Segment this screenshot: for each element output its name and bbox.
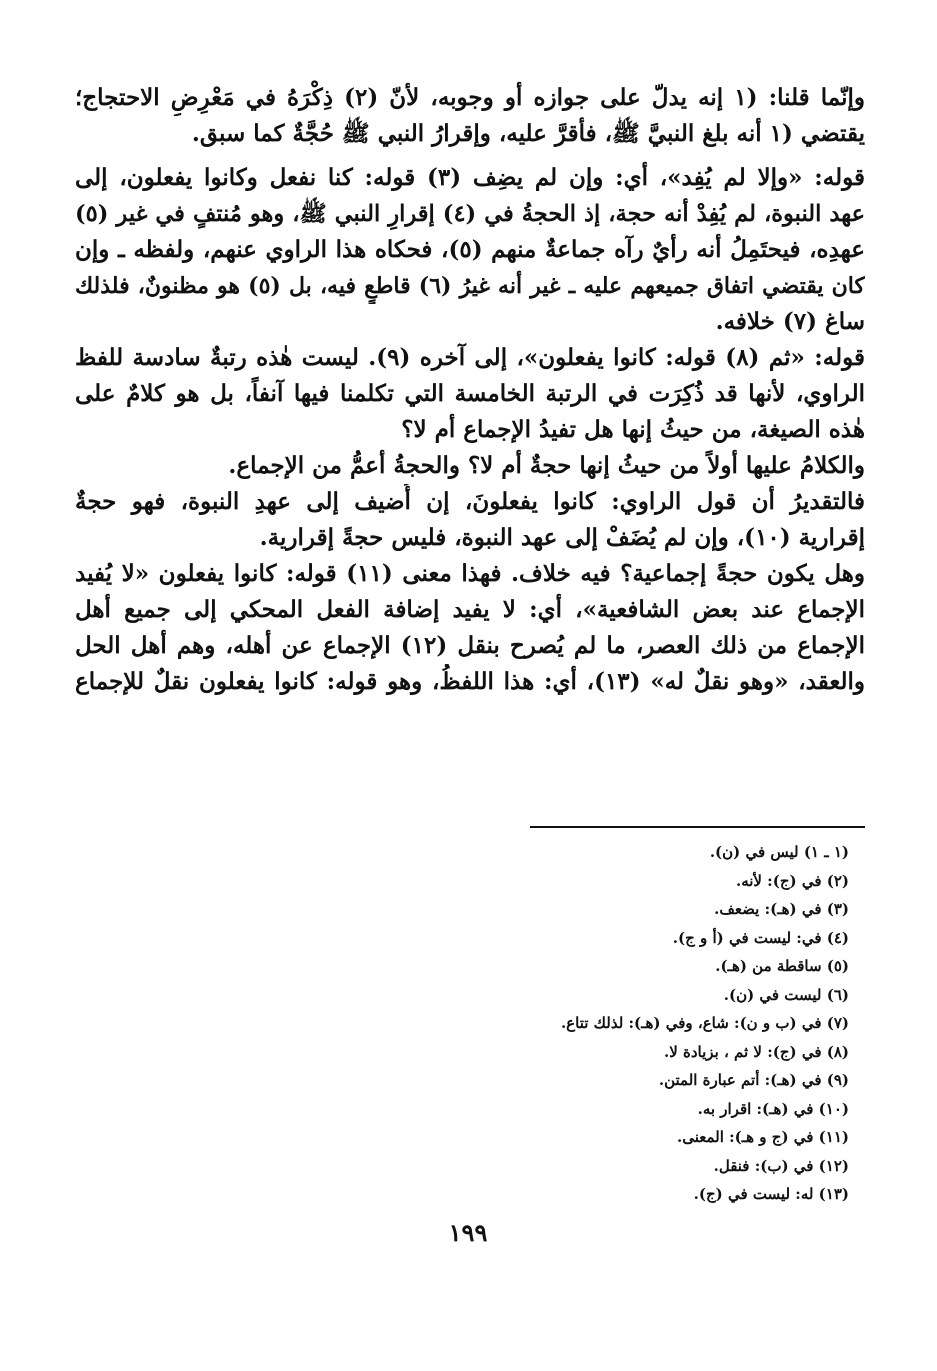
text-line: والكلامُ عليها أولاً من حيثُ إنها حجةٌ أم لا؟ والحجةُ أعمُّ من الإجماع. xyxy=(228,452,865,479)
footnote: (١٠) في (هـ): اقرار به. xyxy=(697,1099,849,1118)
footnote: (٥) ساقطة من (هـ). xyxy=(715,957,849,975)
text-line: إقرارية (١٠)، وإن لم يُضَفْ إلى عهد النبوة، فليس حجةً إقرارية. xyxy=(259,524,865,551)
text-line: عهدِه، فيحتَمِلُ أنه رأيٌ رآه جماعةٌ منهم (٥)، فحكاه هذا الراوي عنهم، ولفظه ـ وإن xyxy=(75,236,865,263)
text-line: والعقد، «وهو نقلٌ له» (١٣)، أي: هذا اللفظُ، وهو قوله: كانوا يفعلون نقلٌ للإجماع xyxy=(75,668,865,695)
footnote: (٣) في (هـ): يضعف. xyxy=(714,900,849,918)
text-line: هٰذه الصيغة، من حيثُ إنها هل تفيدُ الإجماع أم لا؟ xyxy=(401,416,865,443)
text-line: الراوي، لأنها قد ذُكِرَت في الرتبة الخامسة التي تكلمنا فيها آنفاً، بل هو كلامٌ على xyxy=(75,380,865,407)
text-line: عهد النبوة، لم يُفِدْ أنه حجة، إذ الحجةُ في (٤) إقرارِ النبي ﷺ، وهو مُنتفٍ في غير (٥) xyxy=(75,201,865,227)
text-line: الإجماع عند بعض الشافعية»، أي: لا يفيد إضافة الفعل المحكي إلى جميع أهل xyxy=(75,596,865,623)
paragraph xyxy=(75,80,865,152)
paragraph xyxy=(75,448,865,484)
footnotes xyxy=(349,838,849,1209)
text-line: وإنّما قلنا: (١ إنه يدلّ على جوازه أو وجوبه، لأنّ (٢) ذِكْرَهُ في مَعْرِضِ الاحتجاج؛ xyxy=(75,84,865,111)
paragraph xyxy=(75,556,865,700)
text-line: قوله: «وإلا لم يُفِد»، أي: وإن لم يضِف (٣) قوله: كنا نفعل وكانوا يفعلون، إلى xyxy=(75,164,865,191)
footnote: (١٣) له: ليست في (ج). xyxy=(693,1185,849,1203)
footnote: (٧) في (ب و ن): شاع، وفي (هـ): لذلك تتاع. xyxy=(560,1014,849,1032)
text-line: قوله: «ثم (٨) قوله: كانوا يفعلون»، إلى آخره (٩). ليست هٰذه رتبةٌ سادسة للفظ xyxy=(75,344,865,371)
text-line: ساغ (٧) خلافه. xyxy=(715,308,865,335)
text-line: فالتقديرُ أن قول الراوي: كانوا يفعلونَ، إن أُضيف إلى عهدِ النبوة، فهو حجةٌ xyxy=(75,488,865,515)
footnote: (١٢) في (ب): فنقل. xyxy=(713,1156,849,1175)
main-text xyxy=(75,80,865,700)
footnote: (٦) ليست في (ن). xyxy=(723,985,849,1004)
paragraph xyxy=(75,160,865,340)
footnote: (٨) في (ج): لا ثم ، بزيادة لا. xyxy=(664,1042,849,1061)
footnote: (١ ـ ١) ليس في (ن). xyxy=(709,843,849,861)
text-line: يقتضي (١ أنه بلغ النبيَّ ﷺ، فأقرَّ عليه، وإقرارُ النبي ﷺ حُجَّةٌ كما سبق. xyxy=(191,120,865,147)
footnote: (٩) في (هـ): أتم عبارة المتن. xyxy=(658,1071,849,1089)
paragraph xyxy=(75,340,865,448)
footnote: (٢) في (ج): لأنه. xyxy=(735,871,849,890)
footnote: (٤) في: ليست في (أ و ج). xyxy=(672,928,849,947)
text-line: كان يقتضي اتفاق جميعهم عليه ـ غير أنه غيرُ (٦) قاطعٍ فيه، بل (٥) هو مظنونٌ، فلذلك xyxy=(75,273,865,299)
page-number: ١٩٩ xyxy=(448,1218,488,1247)
paragraph xyxy=(75,484,865,556)
text-line: وهل يكون حجةً إجماعية؟ فيه خلاف. فهذا معنى (١١) قوله: كانوا يفعلون «لا يُفيد xyxy=(75,560,865,587)
footnote: (١١) في (ج و هـ): المعنى. xyxy=(677,1128,849,1146)
footnote-divider xyxy=(530,826,865,828)
text-line: الإجماع من ذلك العصر، ما لم يُصرح بنقل (١٢) الإجماع عن أهله، وهم أهل الحل xyxy=(75,632,865,659)
